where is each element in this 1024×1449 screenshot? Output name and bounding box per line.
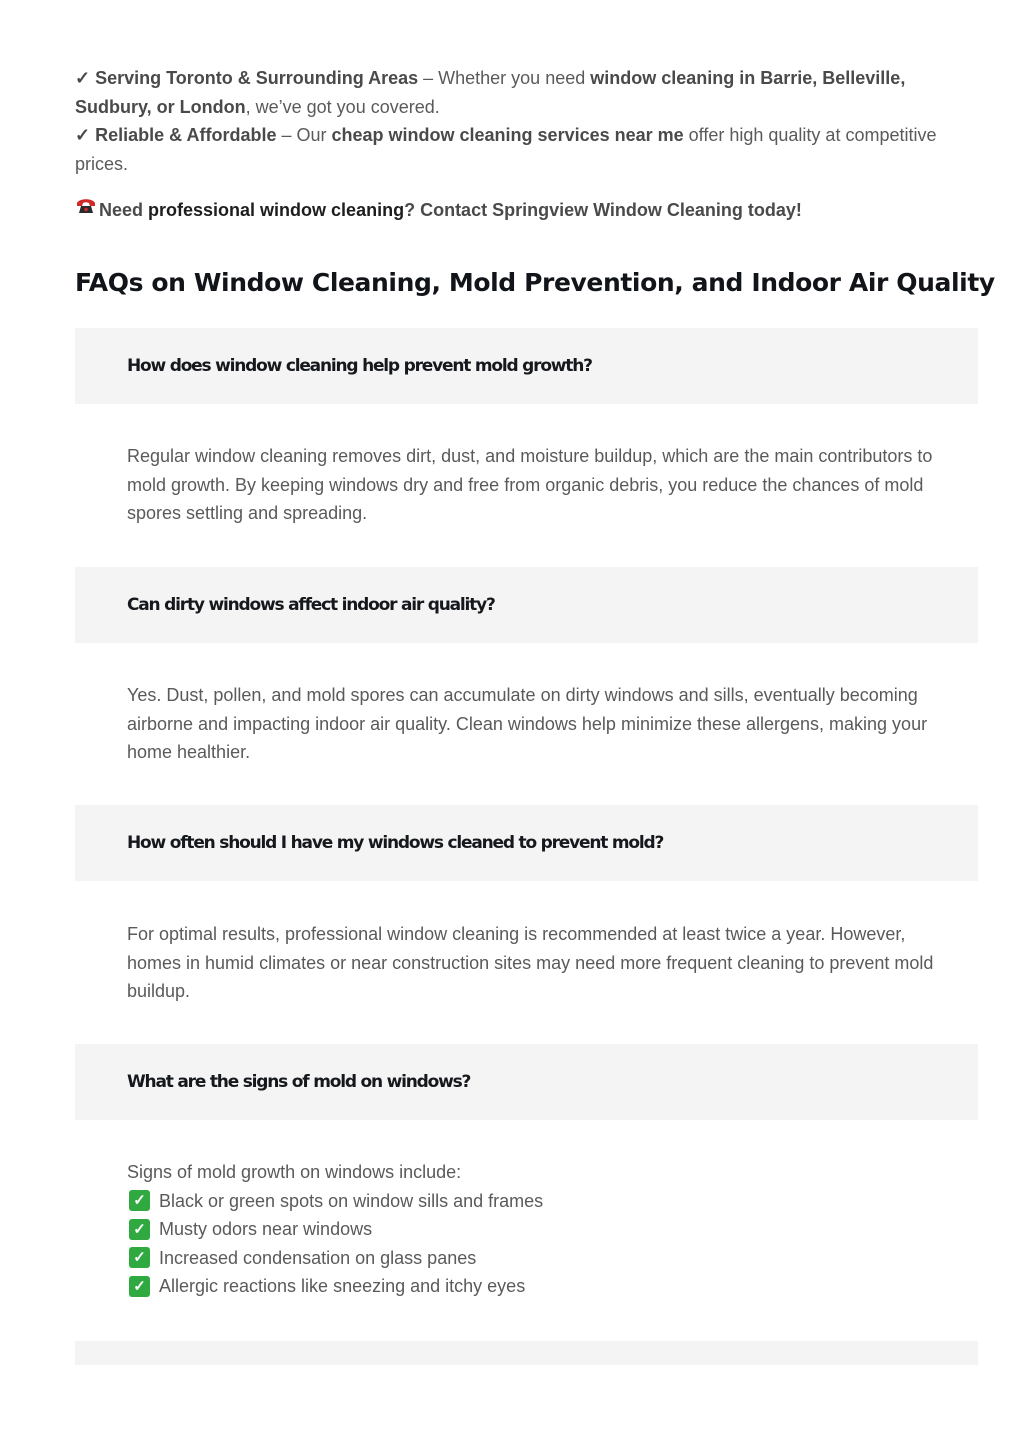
signs-list xyxy=(127,1187,937,1301)
faq-question-box[interactable] xyxy=(75,805,978,881)
check-mark-icon: ✓ xyxy=(129,1190,150,1211)
faq-answer: Regular window cleaning removes dirt, dust, and moisture buildup, which are the main contributors to mold growth. By keeping windows dry and free from organic debris, you reduce the chances of mold spores settling and spreading. xyxy=(127,446,933,523)
faq-question: What are the signs of mold on windows? xyxy=(127,1072,471,1092)
faq-question-box-partial[interactable] xyxy=(75,1341,978,1365)
check-mark: ✓ xyxy=(75,68,91,88)
list-item xyxy=(127,1187,937,1216)
sign-text: Musty odors near windows xyxy=(159,1219,373,1239)
intro-text: , we’ve got you covered. xyxy=(245,96,440,117)
signs-intro: Signs of mold growth on windows include: xyxy=(127,1162,462,1182)
service-cities: window cleaning in Barrie, Belleville, Sudbury, or London xyxy=(75,68,906,117)
cta-contact-text: ? Contact Springview Window Cleaning today! xyxy=(404,200,802,220)
faq-question-box[interactable] xyxy=(75,1044,978,1120)
sign-text: Allergic reactions like sneezing and itchy eyes xyxy=(159,1276,526,1296)
cheap-services-link: cheap window cleaning services near me xyxy=(331,125,684,145)
check-mark-icon: ✓ xyxy=(129,1247,150,1268)
check-mark-icon: ✓ xyxy=(129,1276,150,1297)
contact-cta xyxy=(75,196,975,225)
faq-heading: FAQs on Window Cleaning, Mold Prevention, and Indoor Air Quality xyxy=(75,268,995,297)
intro-line-service-areas xyxy=(75,64,975,121)
reliable-heading: Reliable & Affordable xyxy=(95,125,277,145)
intro-text: – Whether you need xyxy=(418,68,591,88)
sign-text: Increased condensation on glass panes xyxy=(159,1247,477,1268)
faq-question-box[interactable] xyxy=(75,567,978,643)
faq-answer: Yes. Dust, pollen, and mold spores can accumulate on dirty windows and sills, eventually becoming airborne and impacting indoor air quality. Clean windows help minimize these allergens, making your home healthier. xyxy=(127,685,928,762)
faq-question: Can dirty windows affect indoor air quality? xyxy=(127,595,495,615)
professional-window-cleaning-link[interactable]: professional window cleaning xyxy=(148,200,405,220)
service-areas-heading: Serving Toronto & Surrounding Areas xyxy=(95,68,419,88)
faq-question: How does window cleaning help prevent mold growth? xyxy=(127,356,592,376)
list-item xyxy=(127,1272,937,1301)
faq-answer xyxy=(127,1158,937,1301)
intro-text: offer high quality at competitive prices. xyxy=(75,125,937,174)
intro-line-reliable xyxy=(75,121,975,178)
list-item xyxy=(127,1244,937,1273)
sign-text: Black or green spots on window sills and frames xyxy=(159,1190,544,1211)
faq-question: How often should I have my windows cleaned to prevent mold? xyxy=(127,833,664,853)
cta-need: Need xyxy=(99,200,149,220)
faq-question-box[interactable] xyxy=(75,328,978,404)
intro-section xyxy=(75,64,975,225)
faq-answer: For optimal results, professional window cleaning is recommended at least twice a year. However, homes in humid climates or near construction sites may need more frequent cleaning to prevent mold buildup. xyxy=(127,924,934,1001)
intro-text: – Our xyxy=(276,125,332,145)
phone-icon xyxy=(75,196,99,225)
check-mark: ✓ xyxy=(75,125,91,145)
list-item xyxy=(127,1215,937,1244)
check-mark-icon: ✓ xyxy=(129,1219,150,1240)
